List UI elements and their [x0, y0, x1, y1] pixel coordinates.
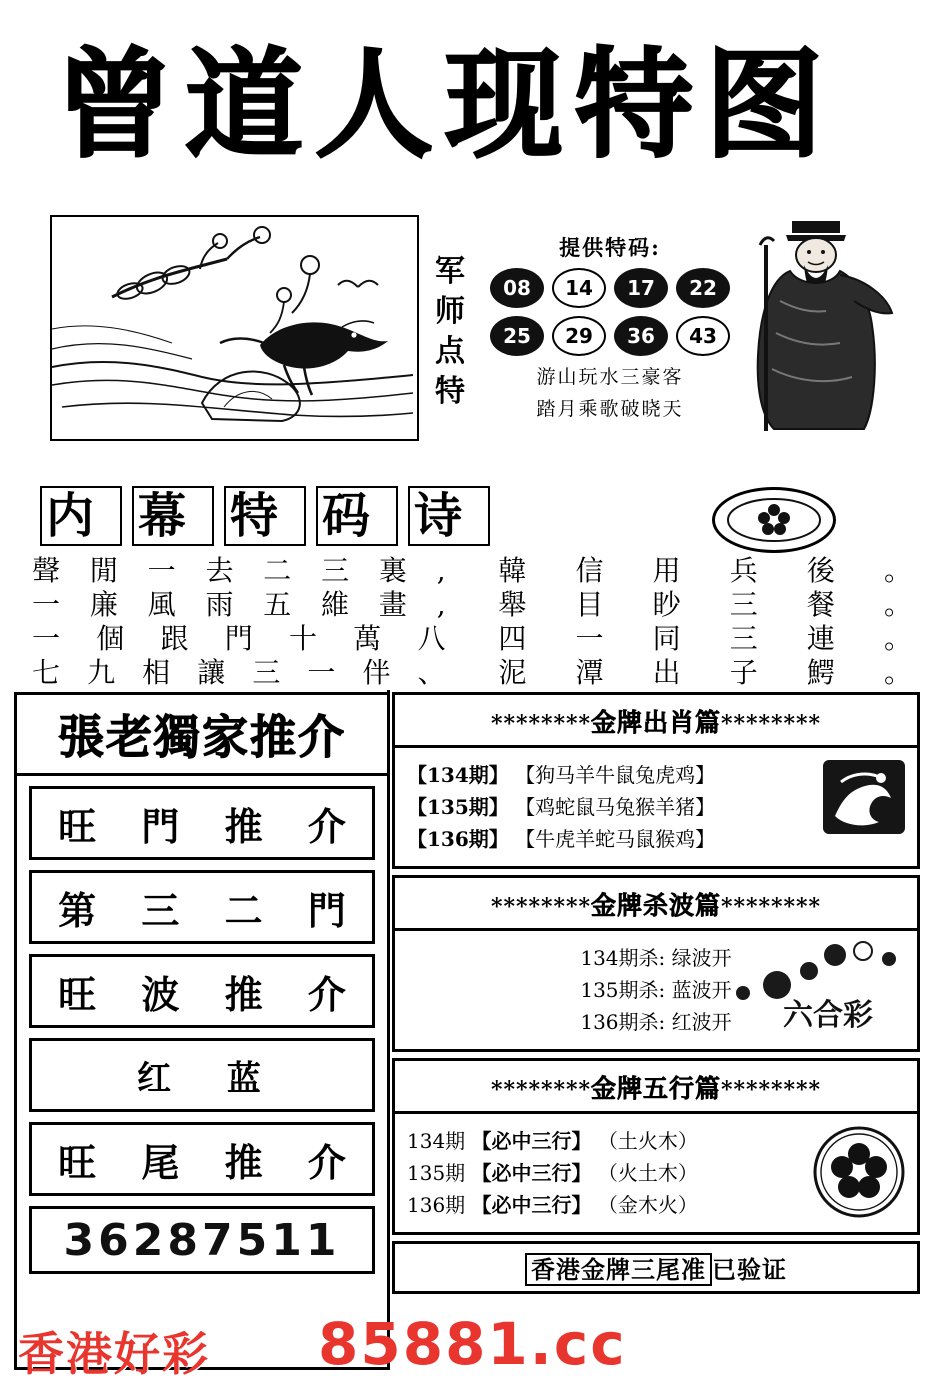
number-ball: 14 [552, 268, 606, 308]
number-ball: 29 [552, 316, 606, 356]
band-stars-left: ******** [490, 894, 591, 920]
zhanglao-cell-5: 旺 尾 推 介 [29, 1122, 375, 1196]
poem-char: 用 [652, 554, 681, 587]
band-stars-left: ******** [490, 1077, 591, 1103]
band-title: 金牌五行篇 [590, 1074, 721, 1103]
poem-char: 相 [142, 656, 171, 689]
poem-title-char: 内 [40, 486, 122, 546]
couplet-line-1: 游山玩水三豪客 [536, 366, 684, 388]
poem-char: 去 [205, 554, 234, 587]
row-period: 136期杀: [580, 1010, 666, 1034]
poem-char: 一 [32, 588, 61, 621]
band-stars-left: ******** [490, 711, 591, 737]
numbers-row-1 [490, 268, 730, 308]
row-value: 【狗马羊牛鼠兔虎鸡】 [515, 763, 716, 787]
poem-char: 。 [883, 588, 912, 621]
section-chuxiao [392, 692, 920, 869]
section-wuxing-body [395, 1111, 917, 1232]
poem-line-right [498, 556, 912, 586]
poem-char: 雨 [205, 588, 234, 621]
couplet-line-2: 踏月乘歌破晓天 [536, 398, 684, 420]
poem-char: , [436, 588, 446, 621]
poem-char: 閒 [89, 554, 118, 587]
row-tag: 【必中三行】 [471, 1193, 592, 1217]
section-wuxing-band [395, 1061, 917, 1111]
number-ball: 25 [490, 316, 544, 356]
poem-body [32, 556, 912, 692]
poem-char: 跟 [160, 622, 189, 655]
verified-footer [392, 1241, 920, 1294]
poem-line-right [498, 590, 912, 620]
poem-char: 個 [96, 622, 125, 655]
row-period: 136期 [407, 1193, 466, 1217]
number-ball: 22 [676, 268, 730, 308]
special-numbers-panel [490, 232, 730, 422]
band-title: 金牌杀波篇 [590, 891, 721, 920]
row-value: 【鸡蛇鼠马兔猴羊猪】 [515, 795, 716, 819]
poem-char: 九 [87, 656, 116, 689]
poem-char: 聲 [32, 554, 61, 587]
poem-char: 眇 [652, 588, 681, 621]
poem-char: 風 [147, 588, 176, 621]
row-value: 蓝波开 [671, 978, 732, 1002]
number-ball: 36 [614, 316, 668, 356]
verified-suffix: 已验证 [712, 1255, 787, 1284]
row-period: 135期杀: [580, 978, 666, 1002]
illustration-panel [50, 215, 419, 441]
poem-char: 十 [289, 622, 318, 655]
bird-branch-illustration [52, 217, 413, 435]
lotto-art-text: 六合彩 [783, 998, 873, 1033]
row-tag: 【必中三行】 [471, 1129, 592, 1153]
zhanglao-cell-3: 旺 波 推 介 [29, 954, 375, 1028]
row-value: 红波开 [671, 1010, 732, 1034]
poem-char: 韓 [498, 554, 527, 587]
section-chuxiao-band [395, 695, 917, 745]
poem-char: 後 [806, 554, 835, 587]
poem-char: 讓 [197, 656, 226, 689]
poem-char: 七 [32, 656, 61, 689]
row-tag: 【必中三行】 [471, 1161, 592, 1185]
poem-char: , [436, 554, 446, 587]
poem-char: 五 [263, 588, 292, 621]
poem-char: 目 [575, 588, 604, 621]
monk-figure-illustration [740, 205, 900, 445]
poem-line [32, 590, 912, 620]
page-title: 曾道人现特图 [55, 35, 836, 174]
poem-char: 畫 [378, 588, 407, 621]
poem-line-right [498, 624, 912, 654]
section-shabo-band [395, 878, 917, 928]
section-shabo-body [395, 928, 917, 1049]
flower-seal-art [811, 1124, 907, 1220]
watermark-right: 85881.cc [318, 1310, 627, 1378]
row-period: 【135期】 [407, 795, 509, 819]
zhanglao-cell-2: 第 三 二 門 [29, 870, 375, 944]
poem-title [40, 485, 660, 547]
numbers-row-2 [490, 316, 730, 356]
poem-char: 、 [417, 656, 446, 689]
row-value: （金木火） [597, 1193, 698, 1217]
poem-title-char: 幕 [132, 486, 214, 546]
poem-title-char: 码 [316, 486, 398, 546]
row-value: （火土木） [597, 1161, 698, 1185]
poem-char: 。 [883, 656, 912, 689]
poem-line-left [32, 624, 446, 654]
watermark-left: 香港好彩 [18, 1327, 210, 1381]
poem-char: 舉 [498, 588, 527, 621]
six-balls-lotto-art [717, 941, 907, 1037]
poem-char: 同 [652, 622, 681, 655]
row-period: 135期 [407, 1161, 466, 1185]
poem-char: 信 [575, 554, 604, 587]
section-chuxiao-body [395, 745, 917, 866]
poem-line [32, 556, 912, 586]
number-ball: 17 [614, 268, 668, 308]
poem-char: 維 [321, 588, 350, 621]
poem-line-left [32, 556, 446, 586]
poem-char: 一 [575, 622, 604, 655]
poem-char: 四 [498, 622, 527, 655]
band-stars-right: ******** [721, 894, 822, 920]
poem-line [32, 658, 912, 688]
poem-char: 。 [883, 554, 912, 587]
dragon-seal-art [821, 758, 907, 836]
poem-char: 餐 [806, 588, 835, 621]
band-stars-right: ******** [721, 711, 822, 737]
numbers-title: 提供特码: [559, 235, 661, 260]
poem-char: 泥 [498, 656, 527, 689]
poem-title-char: 诗 [408, 486, 490, 546]
poem-char: 。 [883, 622, 912, 655]
zhanglao-cell-4: 红 蓝 [29, 1038, 375, 1112]
poem-char: 萬 [353, 622, 382, 655]
poem-char: 一 [32, 622, 61, 655]
poem-char: 三 [729, 622, 758, 655]
row-value: 绿波开 [671, 946, 732, 970]
poem-char: 兵 [729, 554, 758, 587]
poem-line [32, 624, 912, 654]
row-period: 134期 [407, 1129, 466, 1153]
poem-char: 裏 [378, 554, 407, 587]
row-value: （土火木） [597, 1129, 698, 1153]
row-period: 134期杀: [580, 946, 666, 970]
poem-char: 三 [321, 554, 350, 587]
row-period: 【136期】 [407, 827, 509, 851]
band-title: 金牌出肖篇 [590, 708, 721, 737]
poem-char: 八 [417, 622, 446, 655]
flower-seal-icon [712, 487, 836, 553]
poem-char: 伴 [362, 656, 391, 689]
poem-char: 廉 [89, 588, 118, 621]
row-value: 【牛虎羊蛇马鼠猴鸡】 [515, 827, 716, 851]
poem-line-right [498, 658, 912, 688]
poem-char: 一 [147, 554, 176, 587]
zhanglao-cell-1: 旺 門 推 介 [29, 786, 375, 860]
poem-char: 子 [729, 656, 758, 689]
poem-char: 潭 [575, 656, 604, 689]
poem-char: 門 [224, 622, 253, 655]
section-shabo [392, 875, 920, 1052]
poem-line-left [32, 590, 446, 620]
poem-line-left [32, 658, 446, 688]
poem-char: 一 [307, 656, 336, 689]
poem-char: 三 [252, 656, 281, 689]
number-ball: 43 [676, 316, 730, 356]
zhanglao-panel [14, 692, 390, 1370]
poem-char: 鰐 [806, 656, 835, 689]
poem-char: 連 [806, 622, 835, 655]
poem-char: 出 [652, 656, 681, 689]
gold-sections-panel [392, 692, 920, 1364]
poem-title-char: 特 [224, 486, 306, 546]
vertical-label: 军师点特 [435, 254, 465, 409]
band-stars-right: ******** [721, 1077, 822, 1103]
phone-number: 36287511 [29, 1206, 375, 1274]
section-wuxing [392, 1058, 920, 1235]
verified-boxed-text: 香港金牌三尾准 [525, 1253, 712, 1286]
zhanglao-header: 張老獨家推介 [17, 695, 387, 776]
poem-char: 二 [263, 554, 292, 587]
poem-char: 三 [729, 588, 758, 621]
number-ball: 08 [490, 268, 544, 308]
row-period: 【134期】 [407, 763, 509, 787]
